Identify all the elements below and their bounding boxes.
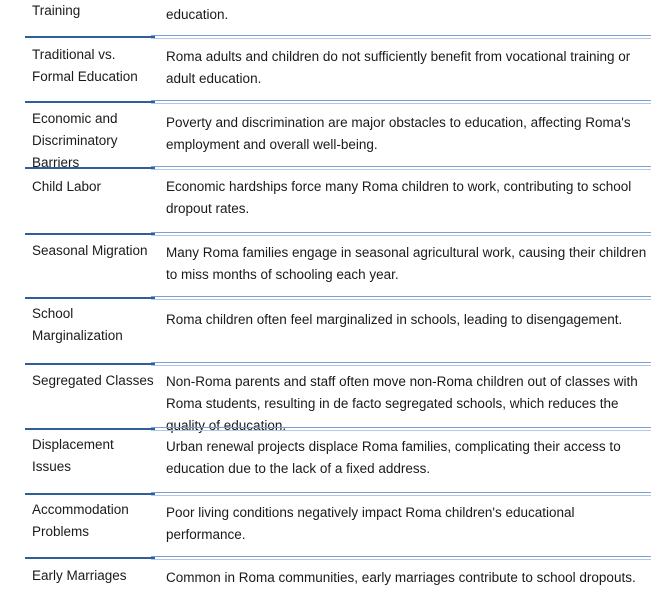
row-label: School Marginalization [32,306,123,343]
row-label: Displacement Issues [32,437,114,474]
row-description: Urban renewal projects displace Roma families, complicating their access to education due to the lack of a fixed address. [166,439,621,476]
row-description: Many Roma families engage in seasonal agricultural work, causing their children to miss months of schooling each year. [166,245,647,282]
row-description: Roma children often feel marginalized in schools, leading to disengagement. [166,312,623,327]
row-label: Early Marriages [32,568,127,583]
row-label: Training [32,3,81,18]
row-divider [151,100,651,101]
row-divider [25,557,155,559]
row-divider [151,103,651,104]
row-divider [151,495,651,496]
row-description: Non-Roma parents and staff often move non-Roma children out of classes with Roma students, resulting in de facto segregated schools, which reduces the quality of education. [166,374,638,433]
row-divider [151,35,651,36]
row-divider [25,493,155,495]
row-description: Poor living conditions negatively impact Roma children's educational performance. [166,505,575,542]
row-divider [25,428,155,430]
row-divider [151,235,651,236]
row-label: Accommodation Problems [32,502,129,539]
row-description: Common in Roma communities, early marriages contribute to school dropouts. [166,570,636,585]
row-label: Segregated Classes [32,373,154,388]
row-label: Child Labor [32,179,102,194]
row-divider [25,297,155,299]
row-divider [151,296,651,297]
row-divider [151,38,651,39]
row-description: Poverty and discrimination are major obstacles to education, affecting Roma's employment and overall well-being. [166,115,631,152]
row-divider [25,101,155,103]
row-divider [151,365,651,366]
row-description: Roma adults and children do not sufficiently benefit from vocational training or adult education. [166,49,631,86]
row-label: Seasonal Migration [32,243,148,258]
row-divider [151,166,651,167]
row-divider [151,427,651,428]
row-divider [151,299,651,300]
row-description: Economic hardships force many Roma children to work, contributing to school dropout rates. [166,179,632,216]
row-divider [151,232,651,233]
row-label: Economic and Discriminatory Barriers [32,111,118,170]
row-divider [151,492,651,493]
row-divider [151,362,651,363]
row-divider [25,363,155,365]
row-divider [25,36,155,38]
row-divider [151,559,651,560]
row-divider [151,556,651,557]
row-label: Traditional vs. Formal Education [32,47,138,84]
row-description-fragment: education. [166,7,229,22]
row-divider [151,430,651,431]
row-divider [25,167,155,169]
row-divider [25,233,155,235]
row-divider [151,169,651,170]
